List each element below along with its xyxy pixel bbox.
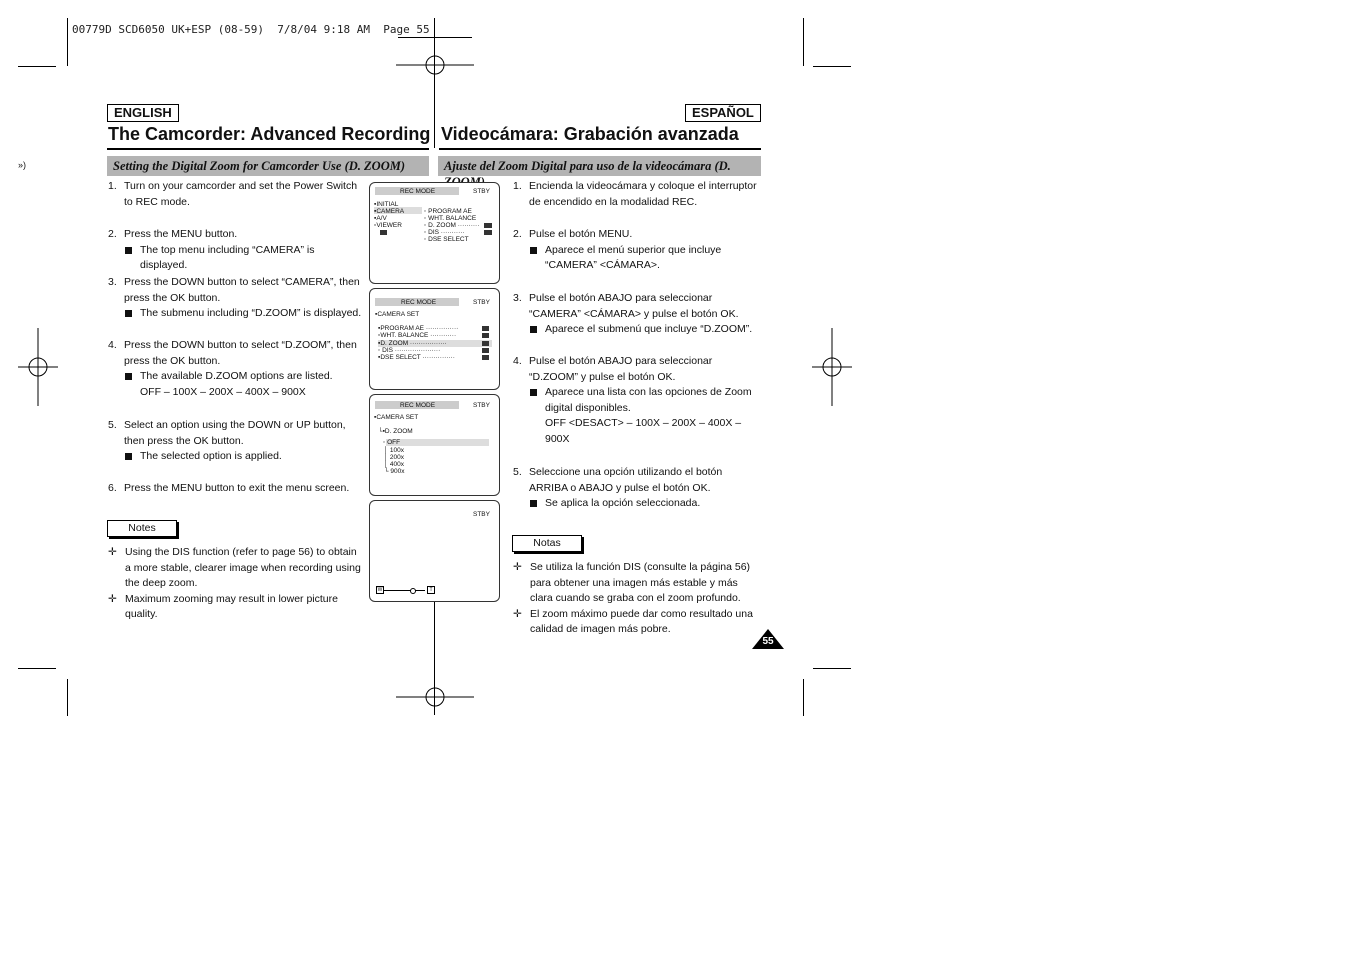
spanish-step-2: 2. Pulse el botón MENU. Aparece el menú superior que incluye “CAMERA” <CÁMARA>. [513,227,763,274]
stby-label: STBY [473,299,490,306]
value-icon [482,355,489,360]
crop-mark [803,18,804,66]
note-item: ✛ Using the DIS function (refer to page 56) to obtain a more stable, clearer image when recording using the deep zoom. [108,546,361,589]
menu-item: ◦ WHT. BALANCE [424,215,477,222]
menu-item: ▪A/V [374,215,387,222]
registration-mark-icon [396,672,474,722]
spanish-notes-label: Notas [512,535,582,552]
spanish-step-4: 4. Pulse el botón ABAJO para seleccionar “D.ZOOM” y pulse el botón OK. Aparece una lista con las opciones de Zoom digital disponibles. OFF <DESACT> – 100X – 200X – 400X – 900X [513,354,763,447]
english-rule [107,148,429,150]
note-item: ✛ Maximum zooming may result in lower picture quality. [108,592,338,620]
spanish-notes [513,560,763,638]
step-bullet: The top menu including “CAMERA” is displayed. [124,243,362,274]
page-number: 55 [762,636,774,647]
note-item: ✛ Se utiliza la función DIS (consulte la página 56) para obtener una imagen más estable y más clara cuando se graba con el zoom profundo. [513,561,751,604]
camera-set-label: ▪CAMERA SET [375,311,420,318]
spanish-title: Videocámara: Grabación avanzada [441,124,739,144]
menu-screen-1 [369,182,500,284]
value-icon [482,341,489,346]
crop-mark [803,679,804,716]
zoom-indicator-icon [410,588,416,594]
zoom-option: │ 100x [384,447,404,454]
zoom-option: ◦ OFF [383,439,401,446]
value-icon [482,326,489,331]
stby-label: STBY [473,511,490,518]
registration-mark-icon [812,328,852,406]
spanish-step-1: 1. Encienda la videocámara y coloque el interruptor de encendido en la modalidad REC. [513,180,757,208]
value-icon [482,333,489,338]
crop-mark [813,66,851,67]
crop-mark [18,66,56,67]
english-notes-label: Notes [107,520,177,537]
menu-item: ▫WHT. BALANCE ············ [378,332,457,339]
spanish-subtitle: Ajuste del Zoom Digital para uso de la videocámara (D. [438,156,761,176]
crop-mark [67,18,68,66]
menu-screen-3 [369,394,500,496]
crop-mark [18,668,56,669]
note-marker-icon: ✛ [513,607,522,620]
spanish-step-3: 3. Pulse el botón ABAJO para seleccionar “CAMERA” <CÁMARA> y pulse el botón OK. Aparece el submenú que incluye “D.ZOOM”. [513,291,763,338]
side-mark: ») [18,160,27,170]
step-bullet: The submenu including “D.ZOOM” is displayed. [124,306,362,322]
registration-mark-icon [18,328,58,406]
value-icon [484,223,492,228]
menu-item: ▪DSE SELECT ··············· [378,354,455,361]
viewfinder-screen [369,500,500,602]
value-icon [482,348,489,353]
english-label: ENGLISH [107,104,179,122]
rec-mode-label: REC MODE [401,299,437,306]
zoom-options-text: OFF <DESACT> – 100X – 200X – 400X – 900X [545,417,742,445]
menu-item: ▪PROGRAM AE ··············· [378,325,459,332]
value-icon [484,230,492,235]
zoom-option: └ 900x [384,468,405,475]
zoom-tele-icon: T [427,586,435,594]
note-item: ✛ El zoom máximo puede dar como resultado una calidad de imagen más pobre. [513,607,753,635]
d-zoom-label: └▪D. ZOOM [378,428,413,435]
header-underline [398,37,472,38]
menu-item: ▪CAMERA [374,208,405,215]
english-step-5: 5. Select an option using the DOWN or UP button, then press the OK button. The selected option is applied. [108,418,362,465]
zoom-track [384,590,425,591]
english-step-6: 6. Press the MENU button to exit the menu screen. [108,482,350,494]
crop-mark [67,679,68,716]
english-step-4: 4. Press the DOWN button to select “D.ZOOM”, then press the OK button. The available D.ZOOM options are listed. OFF – 100X – 200X – 400X – 900X [108,338,362,400]
menu-item: ▪INITIAL [374,201,399,208]
zoom-options-text: OFF – 100X – 200X – 400X – 900X [140,385,306,398]
menu-item: ◦ PROGRAM AE [424,208,472,215]
english-step-3: 3. Press the DOWN button to select “CAMERA”, then press the OK button. The submenu including “D.ZOOM” is displayed. [108,275,362,322]
step-bullet: Aparece una lista con las opciones de Zoom digital disponibles. [529,385,763,416]
english-step-1: 1. Turn on your camcorder and set the Power Switch to REC mode. [108,180,358,208]
menu-item: ◦ DSE SELECT [424,236,469,243]
note-marker-icon: ✛ [108,592,117,605]
zoom-option: │ 400x [384,461,404,468]
spanish-step-5: 5. Seleccione una opción utilizando el botón ARRIBA o ABAJO y pulse el botón OK. Se aplica la opción seleccionada. [513,465,763,512]
camera-set-label: ▪CAMERA SET [374,414,419,421]
step-bullet: The selected option is applied. [124,449,362,465]
stby-label: STBY [473,402,490,409]
note-marker-icon: ✛ [513,561,522,573]
crop-mark [813,668,851,669]
step-bullet: Se aplica la opción seleccionada. [529,496,763,512]
english-title: The Camcorder: Advanced Recording [108,124,431,144]
menu-icon [380,230,387,235]
stby-label: STBY [473,188,490,195]
note-marker-icon: ✛ [108,546,117,558]
registration-mark-icon [396,40,474,90]
rec-mode-label: REC MODE [400,188,436,195]
spanish-rule [439,148,761,150]
zoom-option: │ 200x [384,454,404,461]
rec-mode-label: REC MODE [400,402,436,409]
menu-item: ◦ D. ZOOM ·········· [424,222,480,229]
spanish-label: ESPAÑOL [685,104,761,122]
menu-item: ▪D. ZOOM ················· [378,340,447,347]
step-bullet: Aparece el submenú que incluye “D.ZOOM”. [529,322,763,338]
zoom-wide-icon: W [377,587,383,593]
print-header: 00779D SCD6050 UK+ESP (08-59) 7/8/04 9:18 AM Page 55 [72,23,430,36]
english-step-2: 2. Press the MENU button. The top menu including “CAMERA” is displayed. [108,227,362,274]
menu-item: ◦ DIS ··········· [424,229,465,236]
step-bullet: The available D.ZOOM options are listed. [124,369,362,385]
menu-screen-2 [369,288,500,390]
menu-item: ◦ DIS ····················· [378,347,441,354]
menu-item: ▫VIEWER [374,222,402,229]
selected-row [386,439,489,446]
english-notes [108,545,362,623]
english-subtitle: Setting the Digital Zoom for Camcorder Use (D. ZOOM) [107,156,429,176]
step-bullet: Aparece el menú superior que incluye “CAMERA” <CÁMARA>. [529,243,763,274]
